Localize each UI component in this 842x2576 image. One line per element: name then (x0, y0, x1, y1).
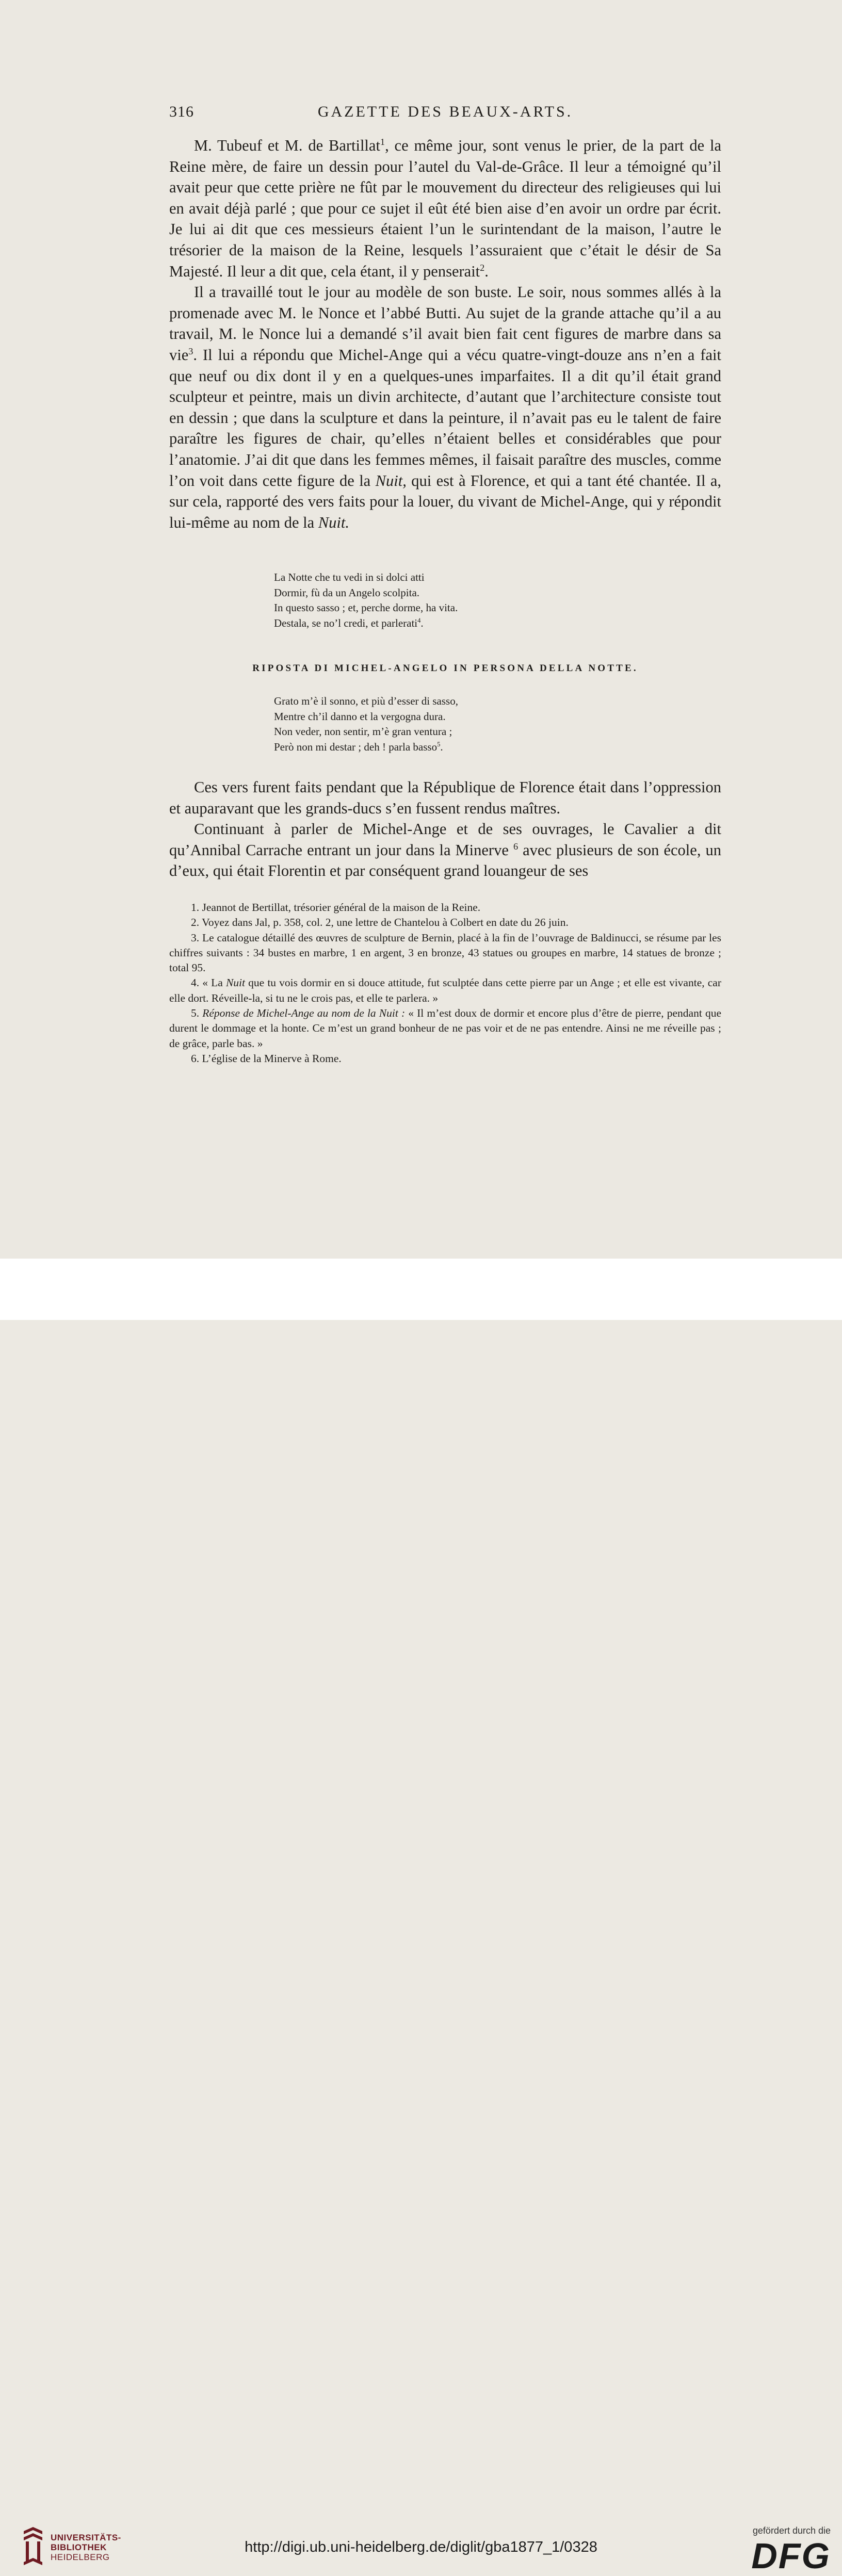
footnote-3: 3. Le catalogue détaillé des œuvres de sculpture de Bernin, placé à la fin de l’ouvrage de Baldinucci, se résume par les chiffres suivants : 34 bustes en marbre, 1 en argent, 3 en bronze, 43 statues ou groupes en marbre, 14 statues de bronze ; total 95. (169, 931, 721, 974)
poem-line: Non veder, non sentir, m’è gran ventura ; (274, 725, 452, 738)
footnote-6: 6. L’église de la Minerve à Rome. (191, 1052, 342, 1065)
sponsor-label: gefördert durch die (752, 2525, 831, 2536)
footnote-ref-3: 3 (188, 346, 193, 356)
poem-la-notte (274, 570, 458, 631)
poem-line: Grato m’è il sonno, et più d’esser di sasso, (274, 695, 458, 707)
footnotes (169, 900, 721, 1066)
footnote-4: 4. « La Nuit que tu vois dormir en si douce attitude, fut sculptée dans cette pierre par un Ange ; et elle est vivante, car elle dort. Réveille-la, si tu ne le crois pas, et elle te parlera. » (169, 976, 721, 1004)
footnote-ref-5: 5 (437, 740, 441, 748)
paragraph-4: Continuant à parler de Michel-Ange et de ses ouvrages, le Cavalier a dit qu’Annibal Carrache entrant un jour dans la Minerve $^6$ avec plusieurs de son école, un d’eux, qui était Florentin et par conséquent grand louangeur de ses (169, 820, 721, 880)
poem-line: Però non mi destar ; deh ! parla basso$^5$. (274, 740, 443, 753)
poem-line: In questo sasso ; et, perche dorme, ha vita. (274, 601, 458, 614)
footnote-ref-2: 2 (480, 262, 485, 273)
permalink-url[interactable]: http://digi.ub.uni-heidelberg.de/diglit/gba1877_1/0328 (245, 2539, 597, 2555)
page-header (169, 103, 721, 124)
dfg-logo[interactable]: DFG (751, 2536, 831, 2576)
poem-line: Dormir, fù da un Angelo scolpita. (274, 586, 420, 599)
footnote-1: 1. Jeannot de Bertillat, trésorier général de la maison de la Reine. (191, 901, 481, 914)
poem-line: La Notte che tu vedi in si dolci atti (274, 571, 425, 583)
footnote-2: 2. Voyez dans Jal, p. 358, col. 2, une lettre de Chantelou à Colbert en date du 26 juin. (191, 916, 569, 929)
poem-heading: RIPOSTA DI MICHEL-ANGELO IN PERSONA DELLA NOTTE. (252, 663, 638, 674)
viewer-footer (0, 1259, 842, 2576)
library-logo-text[interactable]: UNIVERSITÄTS- BIBLIOTHEK HEIDELBERG (51, 2533, 121, 2562)
running-title: GAZETTE DES BEAUX-ARTS. (317, 103, 573, 120)
main-text-bottom (169, 777, 721, 882)
footnote-5: 5. Réponse de Michel-Ange au nom de la Nuit : « Il m’est doux de dormir et encore plus d’être de pierre, pendant que durent le dommage et la honte. Ce m’est un grand bonheur de ne pas voir et de ne pas entendre. Ainsi ne me réveille pas ; de grâce, parle bas. » (169, 1007, 721, 1050)
footnote-ref-4: 4 (417, 616, 421, 624)
poem-line: Mentre ch’il danno et la vergogna dura. (274, 710, 446, 723)
main-text-top (169, 135, 721, 533)
poem-line: Destala, se no’l credi, et parlerati$^4$. (274, 616, 424, 629)
paragraph-2: Il a travaillé tout le jour au modèle de son buste. Le soir, nous sommes allés à la promenade avec M. le Nonce et l’abbé Butti. Au sujet de la grande attache qu’il a au travail, M. le Nonce lui a demandé s’il avait bien fait cent figures de marbre dans sa vie$^3$. Il lui a répondu que Michel-Ange qui a vécu quatre-vingt-douze ans n’en a fait que neuf ou dix dont il y en a quelques-unes imparfaites. Il a dit qu’il était grand sculpteur et peintre, mais un divin architecte, d’autant que l’architecture consiste tout en dessin ; que dans la sculpture et dans la peinture, il n’avait pas eu le talent de faire paraître les figures de chair, qu’elles n’étaient belles et considérables que pour l’anatomie. J’ai dit que dans les femmes mêmes, il faisait paraître des muscles, comme l’on voit dans cette figure de la Nuit, qui est à Florence, et qui a tant été chantée. Il a, sur cela, rapporté des vers faits pour la louer, du vivant de Michel-Ange, qui y répondit lui-même au nom de la Nuit. (169, 283, 721, 531)
page-number: 316 (169, 103, 194, 120)
paragraph-3: Ces vers furent faits pendant que la République de Florence était dans l’oppression et auparavant que les grands-ducs s’en fussent rendus maîtres. (169, 778, 721, 817)
paragraph-1: M. Tubeuf et M. de Bartillat$^1$, ce même jour, sont venus le prier, de la part de la Reine mère, de faire un dessin pour l’autel du Val-de-Grâce. Il leur a témoigné qu’il avait peur que cette prière ne fût par le mouvement du directeur des religieuses qui lui en avait déjà parlé ; que pour ce sujet il eût été bien aise d’en avoir un ordre par écrit. Je lui ai dit que ces messieurs étaient l’un le surintendant de la maison, l’autre le trésorier de la maison de la Reine, lesquels l’assuraient que c’était le désir de Sa Majesté. Il leur a dit que, cela étant, il y penserait$^2$. (169, 136, 721, 280)
footnote-ref-1: 1 (380, 136, 385, 147)
footnote-ref-6: 6 (513, 841, 519, 852)
scanned-page (0, 0, 842, 1259)
poem-riposta (274, 694, 458, 755)
